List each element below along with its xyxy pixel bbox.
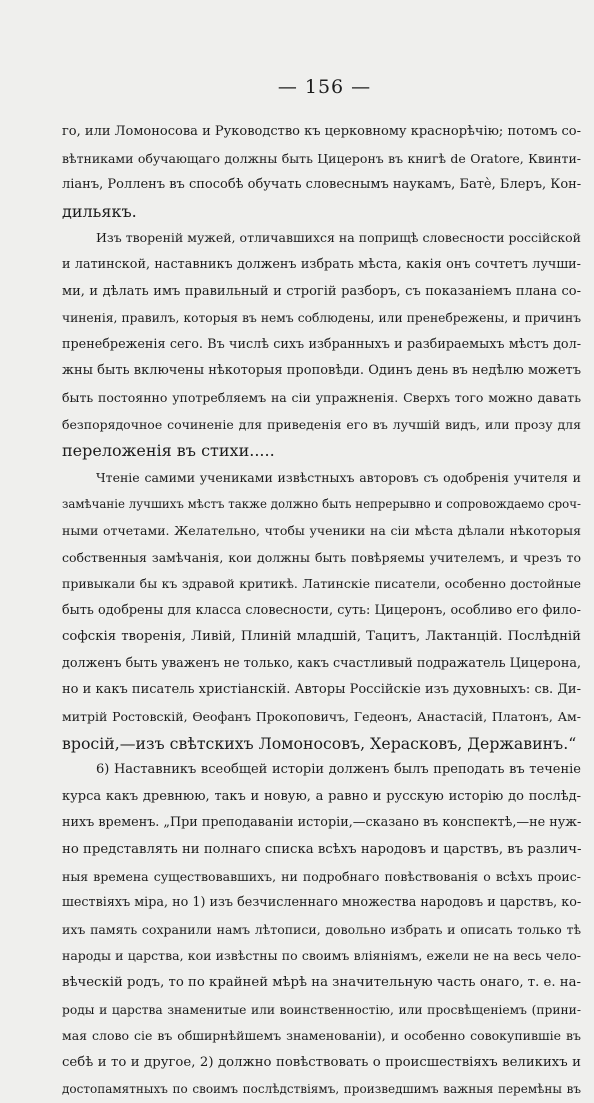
text-line: жны быть включены нѣкоторыя проповѣди. Одинъ день въ недѣлю можетъ (62, 363, 581, 379)
text-line: и латинской, наставникъ долженъ избрать мѣста, какія онъ сочтетъ лучши- (62, 256, 581, 272)
text-line: ихъ память сохранили намъ лѣтописи, довольно избрать и описать только тѣ (62, 921, 581, 937)
text-line: привыкали бы къ здравой критикѣ. Латинскіе писатели, особенно достойные (62, 576, 581, 592)
text-line: курса какъ древнюю, такъ и новую, а равно и русскую исторію до послѣд- (62, 788, 581, 804)
text-line: ныя времена существовавшихъ, ни подробнаго повѣствованія о всѣхъ проис- (62, 868, 581, 884)
text-line: вѣческій родъ, то по крайней мѣрѣ на значительную часть онаго, т. е. на- (62, 975, 581, 990)
text-line: чиненія, правилъ, которыя въ немъ соблюдены, или пренебрежены, и причинъ (62, 311, 581, 326)
text-line: собственныя замѣчанія, кои должны быть повѣряемы учителемъ, и чрезъ то (62, 549, 581, 565)
text-line: дильякъ. (62, 201, 137, 221)
page-number: — 156 — (277, 76, 372, 98)
text-line: безпорядочное сочиненіе для приведенія его въ лучшій видъ, или прозу для (62, 416, 581, 432)
text-line: Чтеніе самими учениками извѣстныхъ авторовъ съ одобренія учителя и (96, 469, 581, 485)
text-line: пренебреженія сего. Въ числѣ сихъ избранныхъ и разбираемыхъ мѣстъ дол- (62, 336, 581, 352)
text-line: ліанъ, Ролленъ въ способѣ обучать словеснымъ наукамъ, Батѐ, Блеръ, Кон- (62, 177, 581, 193)
text-line: долженъ быть уваженъ не только, какъ счастливый подражатель Цицерона, (62, 655, 581, 671)
text-line: замѣчаніе лучшихъ мѣстъ также должно быть непрерывно и сопровождаемо сроч- (62, 497, 581, 512)
text-line: быть одобрены для класса словесности, суть: Цицеронъ, особливо его фило- (62, 602, 581, 618)
text-line: роды и царства знаменитые или воинственностію, или просвѣщеніемъ (прини- (62, 1002, 581, 1017)
text-line: митрій Ростовскій, Ѳеофанъ Прокоповичъ, Гедеонъ, Анастасій, Платонъ, Ам- (62, 709, 581, 725)
text-line: но представлять ни полнаго списка всѣхъ народовъ и царствъ, въ различ- (62, 842, 581, 858)
text-line: вросій,—изъ свѣтскихъ Ломоносовъ, Херасковъ, Державинъ.“ (62, 733, 577, 753)
text-line: народы и царства, кои извѣстны по своимъ вліяніямъ, ежели не на весь чело- (62, 948, 581, 964)
text-line: софскія творенія, Ливій, Плиній младшій, Тацитъ, Лактанцій. Послѣдній (62, 629, 581, 645)
text-line: Изъ твореній мужей, отличавшихся на поприщѣ словесности россійской (96, 230, 581, 246)
text-line: но и какъ писатель христіанскій. Авторы Россійскіе изъ духовныхъ: св. Ди- (62, 682, 581, 698)
text-line: мая слово сіе въ обширнѣйшемъ знаменованіи), и особенно совокупившіе въ (62, 1028, 581, 1044)
text-line: переложенія въ стихи..... (62, 441, 275, 461)
text-line: шествіяхъ міра, но 1) изъ безчисленнаго множества народовъ и царствъ, ко- (62, 895, 581, 911)
text-line: го, или Ломоносова и Руководство къ церковному краснорѣчію; потомъ со- (62, 124, 581, 139)
text-line: достопамятныхъ по своимъ послѣдствіямъ, произведшимъ важныя перемѣны въ (62, 1082, 581, 1097)
text-line: ными отчетами. Желательно, чтобы ученики на сіи мѣста дѣлали нѣкоторыя (62, 522, 581, 538)
body-text (62, 119, 581, 1103)
text-line: 6) Наставникъ всеобщей исторіи долженъ былъ преподать въ теченіе (96, 762, 581, 778)
text-line: вѣтниками обучающаго должны быть Цицеронъ въ книгѣ de Oratore, Квинти- (62, 150, 581, 166)
text-line: нихъ временъ. „При преподаваніи исторіи,—сказано въ конспектѣ,—не нуж- (62, 815, 581, 831)
text-line: ми, и дѣлать имъ правильный и строгій разборъ, съ показаніемъ плана со- (62, 283, 581, 299)
text-line: быть постоянно употребляемъ на сіи упражненія. Сверхъ того можно давать (62, 389, 581, 405)
text-line: себѣ и то и другое, 2) должно повѣствовать о происшествіяхъ великихъ и (62, 1054, 581, 1070)
